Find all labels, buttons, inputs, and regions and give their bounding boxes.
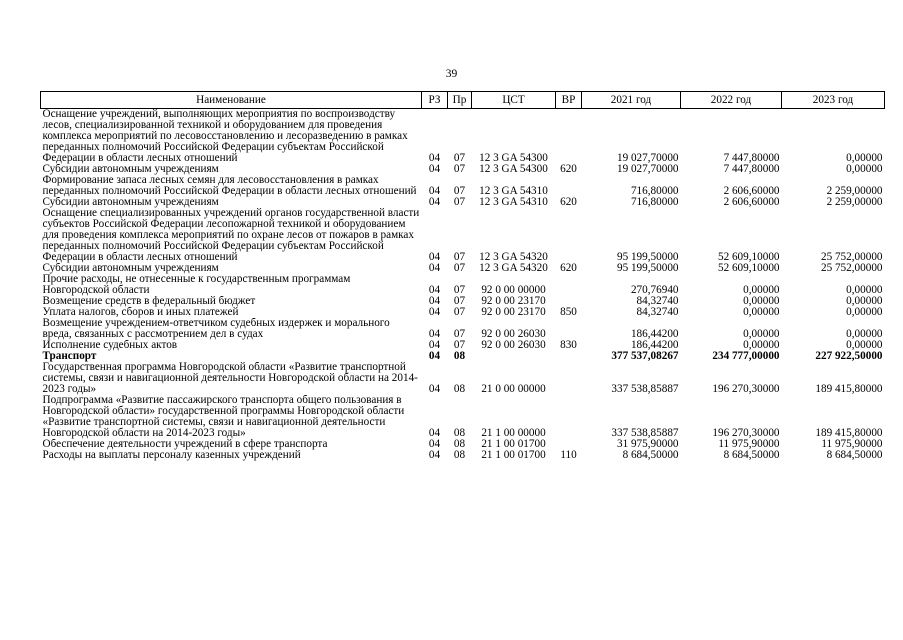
row-cst: 12 3 GA 54320 [479,251,548,263]
row-cst: 21 1 00 01700 [481,439,546,450]
budget-table [40,91,885,461]
row-rz: 04 [428,439,441,450]
row-value-2021: 377 537,08267 [611,351,679,362]
row-cst: 92 0 00 26030 [481,328,546,340]
table-row [41,208,885,263]
row-value-2021: 19 027,70000 [616,152,679,164]
row-cst: 21 1 00 00000 [481,427,546,439]
header-name: Наименование [41,92,422,109]
row-value-2022: 2 606,60000 [723,197,780,208]
row-vr [556,395,582,439]
header-cst: ЦСТ [472,92,556,109]
row-vr: 850 [560,307,577,318]
row-value-2023: 8 684,50000 [826,450,883,461]
row-value-2023: 25 752,00000 [820,251,883,263]
row-value-2023: 0,00000 [846,328,883,340]
row-name: Оснащение специализированных учреждений органов государственной власти субъектов Российской Федерации лесопожарной техникой и оборудованием для проведения комплекса мероприятий по охране лесов от пожаров в рамках переданных полномочий Российской Федерации субъектам Российской Федерации в области лесных отношений [42,208,420,263]
row-pr: 08 [453,351,466,362]
row-vr [556,109,582,165]
row-value-2021: 337 538,85887 [611,427,679,439]
row-rz: 04 [428,450,441,461]
row-pr: 07 [453,284,466,296]
table-row [41,318,885,340]
row-name: Субсидии автономным учреждениям [42,197,219,208]
header-2022: 2022 год [681,92,782,109]
row-cst: 12 3 GA 54310 [479,185,548,197]
row-name: Субсидии автономным учреждениям [42,263,219,274]
row-vr [556,208,582,263]
row-cst: 92 0 00 23170 [481,307,546,318]
table-row [41,340,885,351]
row-cst: 21 0 00 00000 [481,383,546,395]
table-row [41,307,885,318]
row-cst: 12 3 GA 54300 [479,152,548,164]
row-value-2022: 11 975,90000 [718,439,780,450]
row-value-2021: 337 538,85887 [611,383,679,395]
row-value-2022: 7 447,80000 [723,152,780,164]
row-pr: 08 [453,450,466,461]
row-pr: 08 [453,383,466,395]
row-vr [556,318,582,340]
table-row [41,439,885,450]
row-name: Возмещение средств в федеральный бюджет [42,296,256,307]
table-row [41,197,885,208]
row-value-2022: 234 777,00000 [712,351,780,362]
row-rz: 04 [428,152,441,164]
row-rz: 04 [428,383,441,395]
table-header-row [41,92,885,109]
row-name: Формирование запаса лесных семян для лесовосстановления в рамках переданных полномочий Российской Федерации в области лесных отношений [42,175,417,197]
row-rz: 04 [428,427,441,439]
row-name: Подпрограмма «Развитие пассажирского транспорта общего пользования в Новгородской области» государственной программы Новгородской области «Развитие транспортной системы, связи и навигационной деятельности Новгородской области на 2014-2023 годы» [42,395,405,439]
row-value-2021: 716,80000 [630,185,679,197]
row-pr: 07 [453,197,466,208]
table-row [41,175,885,197]
row-value-2021: 716,80000 [630,197,679,208]
row-value-2021: 19 027,70000 [616,164,679,175]
row-rz: 04 [428,251,441,263]
row-value-2023: 189 415,80000 [815,427,883,439]
row-name: Исполнение судебных актов [42,340,178,351]
row-pr: 07 [453,164,466,175]
page-number: 39 [445,68,458,80]
row-value-2021: 95 199,50000 [616,251,679,263]
table-row [41,450,885,461]
row-rz: 04 [428,340,441,351]
row-value-2022: 52 609,10000 [717,263,780,274]
row-pr: 08 [453,427,466,439]
row-name: Обеспечение деятельности учреждений в сфере транспорта [42,439,328,450]
header-2021: 2021 год [582,92,681,109]
row-pr: 07 [453,296,466,307]
row-value-2022: 0,00000 [743,296,780,307]
row-cst [472,351,556,362]
row-value-2022: 0,00000 [743,340,780,351]
row-value-2021: 84,32740 [636,307,679,318]
row-vr: 620 [560,197,577,208]
row-rz: 04 [428,197,441,208]
header-2023: 2023 год [782,92,885,109]
row-pr: 07 [453,185,466,197]
row-pr: 07 [453,152,466,164]
row-value-2023: 2 259,00000 [826,185,883,197]
row-pr: 07 [453,328,466,340]
table-row [41,362,885,395]
row-value-2022: 7 447,80000 [723,164,780,175]
row-rz: 04 [428,351,441,362]
row-rz: 04 [428,164,441,175]
row-value-2021: 186,44200 [630,340,679,351]
row-value-2022: 0,00000 [743,328,780,340]
row-value-2023: 2 259,00000 [826,197,883,208]
row-cst: 92 0 00 00000 [481,284,546,296]
row-name: Транспорт [42,351,97,362]
table-row [41,395,885,439]
row-cst: 92 0 00 26030 [481,340,546,351]
header-pr: Пр [448,92,472,109]
row-value-2023: 0,00000 [846,284,883,296]
row-value-2023: 0,00000 [846,307,883,318]
row-value-2021: 8 684,50000 [622,450,679,461]
row-vr: 620 [560,164,577,175]
row-value-2023: 189 415,80000 [815,383,883,395]
row-cst: 92 0 00 23170 [481,296,546,307]
row-vr [556,351,582,362]
row-value-2021: 186,44200 [630,328,679,340]
row-pr: 07 [453,251,466,263]
row-value-2023: 11 975,90000 [821,439,883,450]
row-value-2022: 196 270,30000 [712,383,780,395]
row-value-2023: 0,00000 [846,152,883,164]
row-vr [556,362,582,395]
row-value-2022: 0,00000 [743,307,780,318]
row-pr: 07 [453,340,466,351]
header-rz: РЗ [422,92,448,109]
row-value-2021: 31 975,90000 [616,439,679,450]
row-value-2022: 52 609,10000 [717,251,780,263]
row-vr [556,175,582,197]
row-rz: 04 [428,307,441,318]
row-name: Оснащение учреждений, выполняющих мероприятия по воспроизводству лесов, специализированной техникой и оборудованием для проведения комплекса мероприятий по лесовосстановлению и лесоразведению в рамках переданных полномочий Российской Федерации субъектам Российской Федерации в области лесных отношений [42,108,408,164]
row-rz: 04 [428,296,441,307]
table-row [41,296,885,307]
row-name: Возмещение учреждением-ответчиком судебных издержек и морального вреда, связанных с рассмотрением дел в судах [42,318,390,340]
table-row [41,263,885,274]
table-row [41,164,885,175]
row-value-2021: 95 199,50000 [616,263,679,274]
row-value-2023: 25 752,00000 [820,263,883,274]
row-pr: 07 [453,263,466,274]
row-value-2023: 227 922,50000 [815,351,883,362]
row-rz: 04 [428,185,441,197]
header-vr: ВР [556,92,582,109]
row-name: Прочие расходы, не отнесенные к государственным программам Новгородской области [42,274,351,296]
row-rz: 04 [428,328,441,340]
row-value-2023: 0,00000 [846,164,883,175]
row-cst: 21 1 00 01700 [481,450,546,461]
row-vr: 620 [560,263,577,274]
row-vr: 110 [560,450,577,461]
row-value-2021: 84,32740 [636,296,679,307]
row-cst: 12 3 GA 54300 [479,164,548,175]
row-name: Расходы на выплаты персоналу казенных учреждений [42,450,301,461]
row-value-2021: 270,76940 [630,284,679,296]
row-vr [556,439,582,450]
row-vr: 830 [560,340,577,351]
row-name: Государственная программа Новгородской области «Развитие транспортной системы, связи и навигационной деятельности Новгородской области на 2014-2023 годы» [42,362,418,395]
row-rz: 04 [428,284,441,296]
row-name: Уплата налогов, сборов и иных платежей [42,307,239,318]
row-vr [556,274,582,296]
row-value-2022: 2 606,60000 [723,185,780,197]
row-value-2023: 0,00000 [846,340,883,351]
row-pr: 08 [453,439,466,450]
row-vr [556,296,582,307]
row-value-2022: 8 684,50000 [723,450,780,461]
row-cst: 12 3 GA 54310 [479,197,548,208]
table-row [41,274,885,296]
row-rz: 04 [428,263,441,274]
table-row [41,109,885,165]
row-value-2022: 196 270,30000 [712,427,780,439]
row-name: Субсидии автономным учреждениям [42,164,219,175]
row-cst: 12 3 GA 54320 [479,263,548,274]
row-value-2023: 0,00000 [846,296,883,307]
row-value-2022: 0,00000 [743,284,780,296]
row-pr: 07 [453,307,466,318]
table-row [41,351,885,362]
